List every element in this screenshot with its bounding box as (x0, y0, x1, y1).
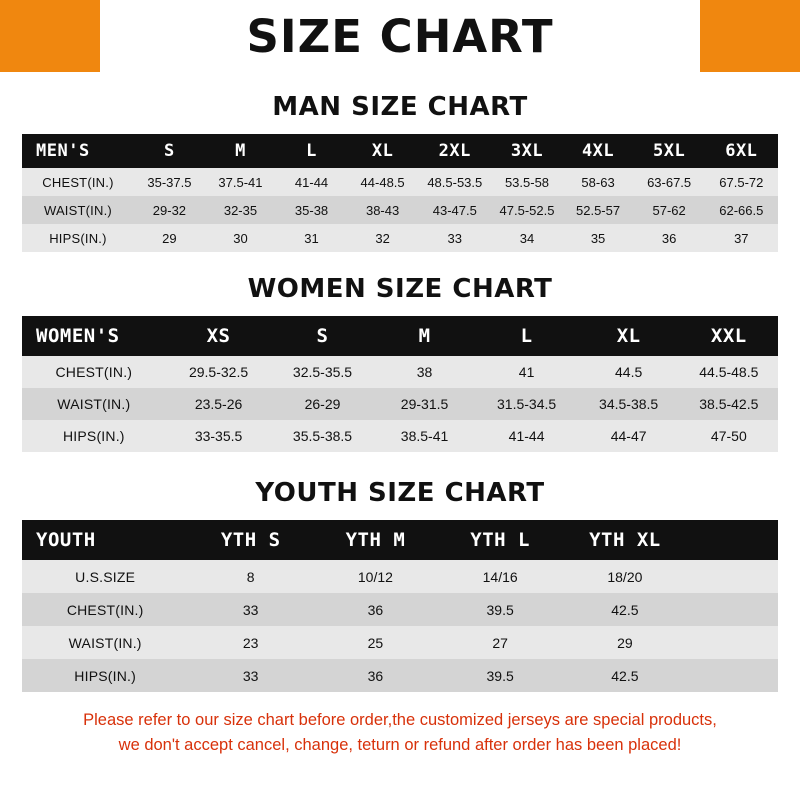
table-cell: 44-48.5 (360, 174, 405, 190)
table-cell: 37.5-41 (218, 174, 263, 190)
table-header-spacer (687, 520, 778, 560)
table-header-cell: XL (371, 141, 394, 161)
table-cell: 30 (233, 230, 248, 246)
table-cell: 63-67.5 (647, 174, 692, 190)
table-cell: 52.5-57 (576, 202, 621, 218)
table-cell: 36 (661, 230, 677, 246)
table-header-cell: L (306, 141, 317, 161)
section-women (0, 274, 800, 452)
table-cell: 38-43 (365, 202, 400, 218)
policy-note-line-2: we don't accept cancel, change, teturn or refund after order has been placed! (118, 735, 682, 754)
table-cell: 39.5 (486, 667, 514, 684)
table-header-row (22, 520, 778, 560)
table-cell: 33 (447, 230, 463, 246)
table-cell: 33-35.5 (194, 428, 243, 444)
table-cell: 8 (246, 568, 255, 585)
row-label: CHEST(IN.) (55, 364, 133, 380)
table-cell-spacer (687, 593, 778, 626)
table-cell: 29-31.5 (400, 396, 449, 412)
table-row (22, 388, 778, 420)
table-cell: 14/16 (482, 568, 518, 585)
table-cell: 25 (367, 634, 384, 651)
table-row (22, 626, 778, 659)
table-cell: 36 (367, 601, 384, 618)
section-title-women: WOMEN SIZE CHART (247, 274, 553, 304)
table-cell: 32 (375, 230, 390, 246)
table-cell: 31.5-34.5 (497, 396, 557, 412)
table-header-cell: YTH S (220, 529, 281, 551)
table-cell: 10/12 (357, 568, 393, 585)
table-row (22, 659, 778, 692)
table-row (22, 168, 778, 196)
table-cell: 67.5-72 (719, 174, 764, 190)
row-label: WAIST(IN.) (57, 396, 131, 412)
header-banner-inner (100, 0, 700, 72)
table-cell: 26-29 (304, 396, 341, 412)
table-cell: 27 (492, 634, 508, 651)
table-cell: 31 (304, 230, 319, 246)
table-cell-spacer (687, 626, 778, 659)
table-cell: 48.5-53.5 (427, 174, 483, 190)
table-cell: 29 (162, 230, 177, 246)
section-man (0, 92, 800, 252)
table-row (22, 560, 778, 593)
table-cell: 32.5-35.5 (292, 364, 353, 380)
table-cell: 53.5-58 (504, 174, 550, 190)
section-title-youth: YOUTH SIZE CHART (255, 478, 545, 508)
table-header-cell: 2XL (438, 141, 471, 161)
table-cell: 41-44 (294, 174, 329, 190)
table-header-cell: 6XL (725, 141, 758, 161)
table-header-cell: WOMEN'S (36, 325, 120, 347)
table-header-cell: YTH XL (589, 529, 661, 551)
table-header-row (22, 134, 778, 168)
row-label: CHEST(IN.) (66, 601, 144, 618)
table-header-cell: YTH L (470, 529, 530, 551)
table-header-cell: L (520, 325, 533, 347)
table-cell: 58-63 (581, 174, 615, 190)
table-header-cell: XXL (710, 325, 747, 347)
table-cell: 42.5 (611, 601, 639, 618)
table-header-cell: 5XL (653, 141, 686, 161)
table-cell: 35-38 (294, 202, 329, 218)
row-label: WAIST(IN.) (68, 634, 142, 651)
table-cell: 47-50 (710, 428, 747, 444)
table-cell: 57-62 (652, 202, 686, 218)
row-label: HIPS(IN.) (74, 667, 136, 684)
table-row (22, 420, 778, 452)
table-header-cell: S (316, 325, 329, 347)
table-cell: 35-37.5 (147, 174, 192, 190)
table-cell: 42.5 (611, 667, 639, 684)
table-cell: 23.5-26 (194, 396, 243, 412)
table-cell: 35 (590, 230, 606, 246)
table-cell: 41 (518, 364, 535, 380)
header-banner (0, 0, 800, 72)
row-label: CHEST(IN.) (42, 174, 114, 190)
section-title-man: MAN SIZE CHART (272, 92, 528, 122)
table-youth-sizes (22, 520, 778, 692)
section-youth (0, 478, 800, 692)
policy-note-line-1: Please refer to our size chart before order,the customized jerseys are special products, (83, 711, 717, 729)
table-cell: 29.5-32.5 (188, 364, 249, 380)
table-cell: 33 (242, 601, 259, 618)
table-cell: 38.5-41 (400, 428, 449, 444)
table-header-cell: 3XL (510, 141, 544, 161)
table-man-sizes (22, 134, 778, 252)
table-row (22, 356, 778, 388)
table-cell: 47.5-52.5 (499, 202, 555, 218)
table-cell: 23 (242, 634, 259, 651)
table-cell: 38 (416, 364, 433, 380)
table-cell: 18/20 (607, 568, 643, 585)
table-cell: 44.5-48.5 (699, 364, 759, 380)
table-cell: 44-47 (610, 428, 647, 444)
table-cell: 34 (519, 230, 535, 246)
table-header-cell: MEN'S (36, 141, 90, 161)
table-cell-spacer (687, 659, 778, 692)
table-cell: 38.5-42.5 (699, 396, 759, 412)
table-row (22, 593, 778, 626)
table-cell: 62-66.5 (719, 202, 764, 218)
table-cell: 39.5 (486, 601, 514, 618)
table-cell: 41-44 (508, 428, 545, 444)
table-header-cell: YOUTH (36, 529, 96, 551)
table-cell: 43-47.5 (432, 202, 477, 218)
table-cell: 37 (734, 230, 749, 246)
row-label: U.S.SIZE (75, 568, 136, 585)
table-header-cell: S (164, 141, 175, 161)
table-header-cell: XS (206, 325, 231, 347)
table-header-cell: 4XL (581, 141, 615, 161)
table-row (22, 196, 778, 224)
row-label: WAIST(IN.) (43, 202, 112, 218)
table-cell: 34.5-38.5 (599, 396, 659, 412)
table-cell-spacer (687, 560, 778, 593)
table-header-cell: M (235, 141, 246, 161)
table-header-cell: XL (616, 325, 641, 347)
table-cell: 32-35 (223, 202, 258, 218)
table-cell: 29-32 (152, 202, 187, 218)
table-cell: 29 (617, 634, 633, 651)
table-header-cell: YTH M (345, 529, 406, 551)
table-cell: 35.5-38.5 (292, 428, 353, 444)
policy-note (18, 708, 782, 758)
table-cell: 36 (367, 667, 384, 684)
table-header-row (22, 316, 778, 356)
table-cell: 33 (242, 667, 259, 684)
table-header-cell: M (418, 325, 431, 347)
page-title: SIZE CHART (246, 9, 554, 63)
row-label: HIPS(IN.) (49, 230, 107, 246)
row-label: HIPS(IN.) (62, 428, 125, 444)
table-women-sizes (22, 316, 778, 452)
table-row (22, 224, 778, 252)
table-cell: 44.5 (615, 364, 643, 380)
